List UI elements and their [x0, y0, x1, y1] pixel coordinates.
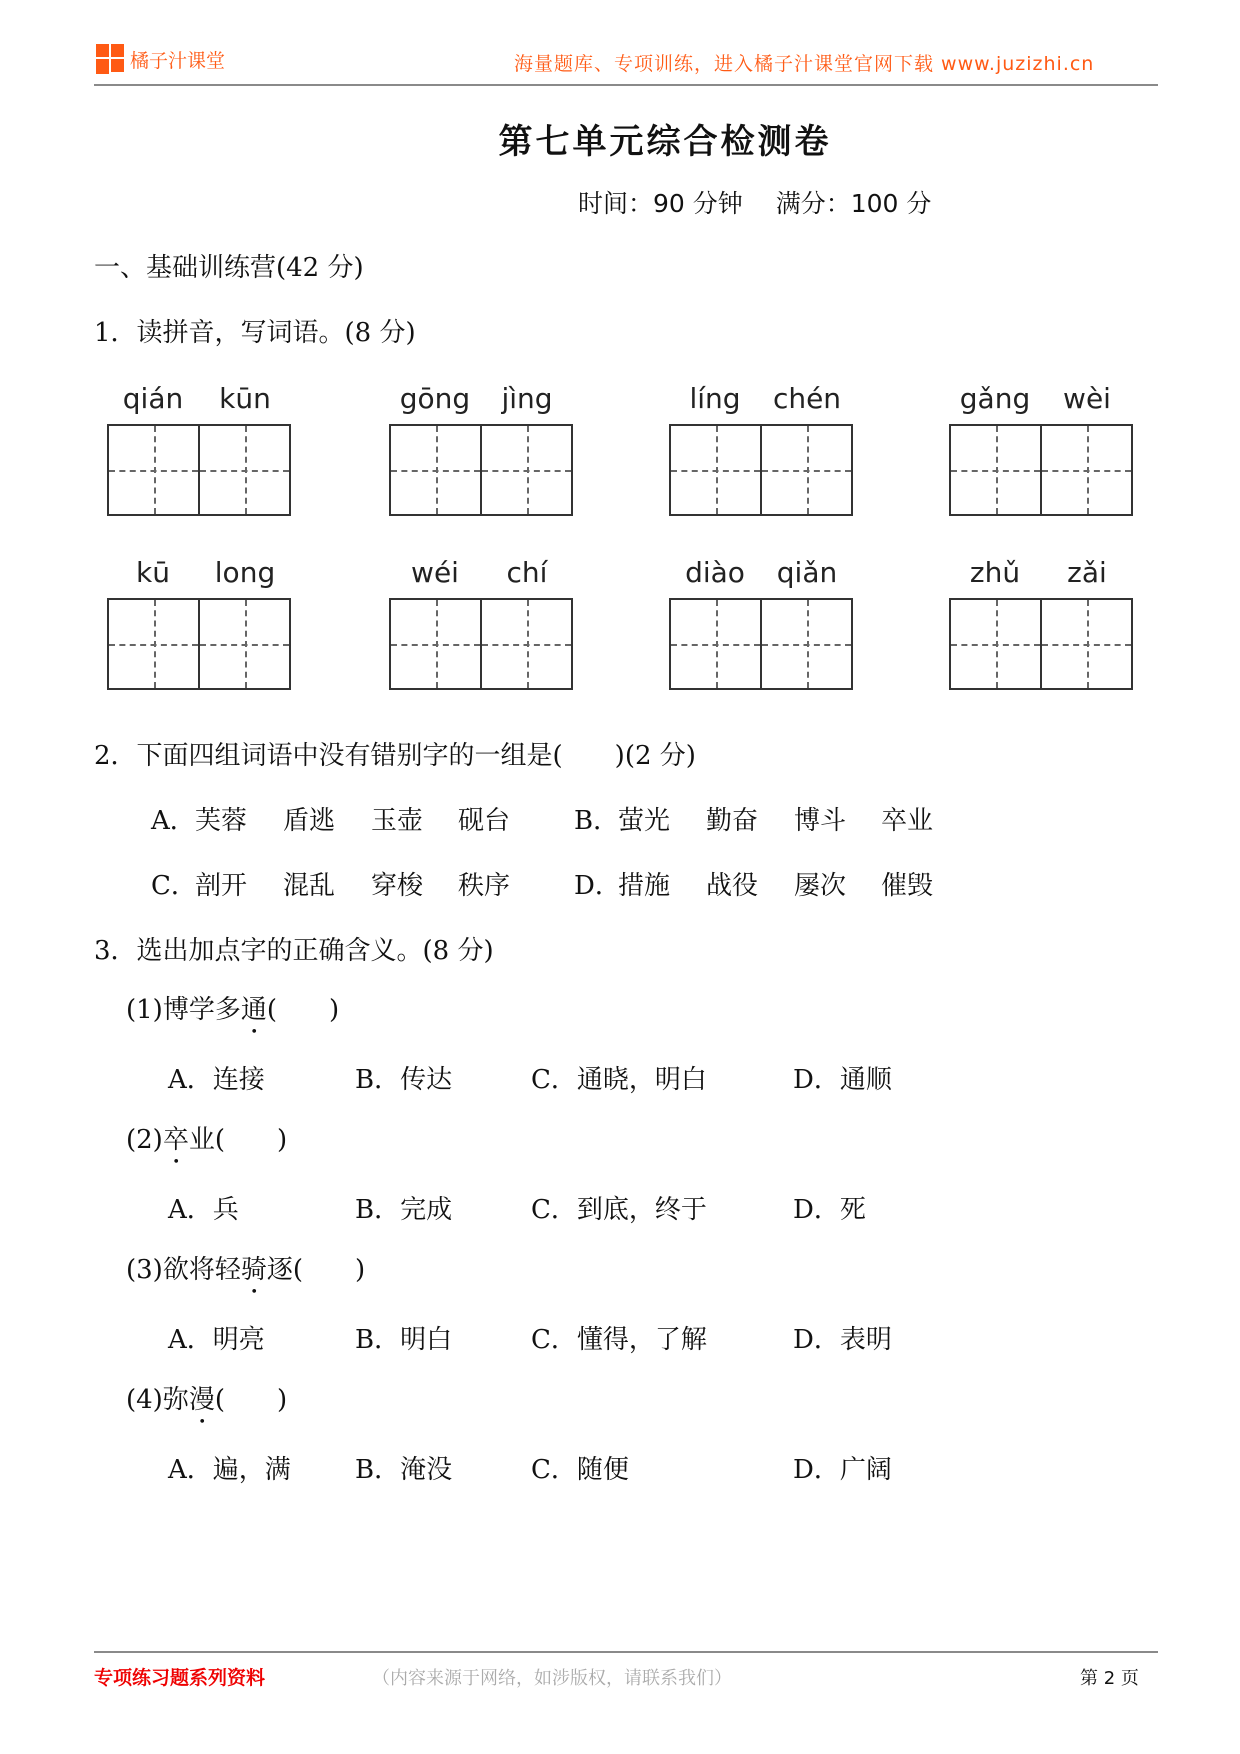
pinyin-label: qiǎn	[776, 556, 838, 589]
question-1-prompt: 1．读拼音，写词语。(8 分)	[94, 318, 416, 348]
question-3-prompt: 3．选出加点字的正确含义。(8 分)	[94, 936, 494, 966]
pinyin-label: wéi	[411, 556, 459, 589]
writing-grid[interactable]	[669, 598, 853, 690]
answer-option[interactable]: A．明亮	[168, 1325, 265, 1355]
grid-cell[interactable]	[200, 426, 289, 514]
pinyin-label: kūn	[219, 382, 271, 415]
answer-option[interactable]: C．懂得，了解	[531, 1325, 707, 1355]
header-divider	[94, 84, 1158, 86]
grid-cell[interactable]	[200, 600, 289, 688]
grid-cell[interactable]	[391, 426, 482, 514]
dotted-character: 骑	[240, 1255, 267, 1285]
grid-cell[interactable]	[1042, 600, 1131, 688]
sub-question-num: (4)	[126, 1385, 163, 1415]
grid-cell[interactable]	[671, 426, 762, 514]
answer-option[interactable]: A．兵	[168, 1195, 239, 1225]
pinyin-label: gǎng	[959, 382, 1031, 415]
sub-question-paren: ( )	[292, 1255, 366, 1285]
option-word: 战役	[706, 871, 759, 901]
option-word: 措施	[618, 871, 671, 901]
option-word: 砚台	[458, 806, 511, 836]
option-word: 勤奋	[706, 806, 759, 836]
sub-question	[126, 989, 339, 1040]
sub-question-before: 弥	[162, 1385, 189, 1415]
answer-option[interactable]: B．完成	[355, 1195, 453, 1225]
option-word: 玉壶	[371, 806, 424, 836]
writing-grid[interactable]	[107, 598, 291, 690]
option-word: 催毁	[881, 871, 934, 901]
pinyin-label: líng	[689, 382, 741, 415]
answer-option[interactable]: D．广阔	[793, 1455, 892, 1485]
answer-option[interactable]: D．通顺	[793, 1065, 892, 1095]
option-word: 盾逃	[283, 806, 336, 836]
pinyin-label: jìng	[501, 382, 553, 415]
option-word: 博斗	[794, 806, 847, 836]
option-letter[interactable]: B．	[574, 806, 620, 836]
option-word: 穿梭	[371, 871, 424, 901]
answer-option[interactable]: D．死	[793, 1195, 866, 1225]
pinyin-label: long	[214, 556, 276, 589]
sub-question-paren: ( )	[266, 995, 340, 1025]
option-word: 芙蓉	[195, 806, 248, 836]
question-2-prompt: 2．下面四组词语中没有错别字的一组是( )(2 分)	[94, 741, 696, 771]
dotted-character: 卒	[162, 1125, 189, 1155]
grid-cell[interactable]	[951, 600, 1042, 688]
option-word: 卒业	[881, 806, 934, 836]
option-word: 剖开	[195, 871, 248, 901]
pinyin-label: gōng	[399, 382, 471, 415]
answer-option[interactable]: A．遍，满	[168, 1455, 291, 1485]
sub-question-num: (1)	[126, 995, 163, 1025]
answer-option[interactable]: D．表明	[793, 1325, 892, 1355]
option-word: 秩序	[458, 871, 511, 901]
grid-cell[interactable]	[482, 600, 571, 688]
sub-question-before: 博学多	[162, 995, 241, 1025]
pinyin-label: qián	[122, 382, 184, 415]
sub-question	[126, 1379, 287, 1430]
grid-cell[interactable]	[762, 426, 851, 514]
grid-cell[interactable]	[951, 426, 1042, 514]
option-letter[interactable]: D．	[574, 871, 621, 901]
grid-cell[interactable]	[1042, 426, 1131, 514]
exam-meta: 时间：90 分钟 满分：100 分	[578, 189, 932, 218]
sub-question	[126, 1249, 365, 1300]
answer-option[interactable]: B．明白	[355, 1325, 453, 1355]
writing-grid[interactable]	[107, 424, 291, 516]
answer-option[interactable]: C．通晓，明白	[531, 1065, 707, 1095]
option-letter[interactable]: A．	[151, 806, 196, 836]
footer-divider	[94, 1651, 1158, 1653]
grid-cell[interactable]	[109, 600, 200, 688]
sub-question-num: (2)	[126, 1125, 163, 1155]
pinyin-label: diào	[685, 556, 745, 589]
pinyin-label: wèi	[1063, 382, 1111, 415]
answer-option[interactable]: C．到底，终于	[531, 1195, 707, 1225]
answer-option[interactable]: A．连接	[168, 1065, 265, 1095]
writing-grid[interactable]	[949, 424, 1133, 516]
sub-question-after: 逐	[266, 1255, 293, 1285]
writing-grid[interactable]	[949, 598, 1133, 690]
pinyin-label: kū	[136, 556, 170, 589]
header-slogan[interactable]: 海量题库、专项训练，进入橘子汁课堂官网下载 www.juzizhi.cn	[514, 53, 1095, 75]
footer-center: （内容来源于网络，如涉版权，请联系我们）	[372, 1668, 732, 1689]
logo-text: 橘子汁课堂	[130, 50, 226, 72]
grid-cell[interactable]	[482, 426, 571, 514]
answer-option[interactable]: C．随便	[531, 1455, 629, 1485]
pinyin-label: chén	[772, 382, 842, 415]
sub-question-paren: ( )	[214, 1125, 288, 1155]
logo-icon	[96, 44, 126, 74]
sub-question-before: 欲将轻	[162, 1255, 241, 1285]
page-number: 第 2 页	[1080, 1668, 1139, 1689]
option-word: 屡次	[794, 871, 847, 901]
pinyin-label: zhǔ	[969, 556, 1021, 589]
answer-option[interactable]: B．传达	[355, 1065, 453, 1095]
grid-cell[interactable]	[671, 600, 762, 688]
footer-left: 专项练习题系列资料	[94, 1667, 266, 1689]
page-title: 第七单元综合检测卷	[498, 122, 832, 162]
option-word: 混乱	[283, 871, 336, 901]
sub-question-num: (3)	[126, 1255, 163, 1285]
grid-cell[interactable]	[391, 600, 482, 688]
answer-option[interactable]: B．淹没	[355, 1455, 453, 1485]
sub-question-paren: ( )	[214, 1385, 288, 1415]
section-heading: 一、基础训练营(42 分)	[94, 253, 364, 283]
grid-cell[interactable]	[762, 600, 851, 688]
sub-question-after: 业	[188, 1125, 215, 1155]
option-word: 萤光	[618, 806, 671, 836]
pinyin-label: chí	[506, 556, 548, 589]
pinyin-label: zǎi	[1067, 556, 1107, 589]
dotted-character: 通	[240, 995, 267, 1025]
sub-question	[126, 1119, 287, 1170]
option-letter[interactable]: C．	[151, 871, 197, 901]
dotted-character: 漫	[188, 1385, 215, 1415]
writing-grid[interactable]	[669, 424, 853, 516]
writing-grid[interactable]	[389, 424, 573, 516]
grid-cell[interactable]	[109, 426, 200, 514]
writing-grid[interactable]	[389, 598, 573, 690]
